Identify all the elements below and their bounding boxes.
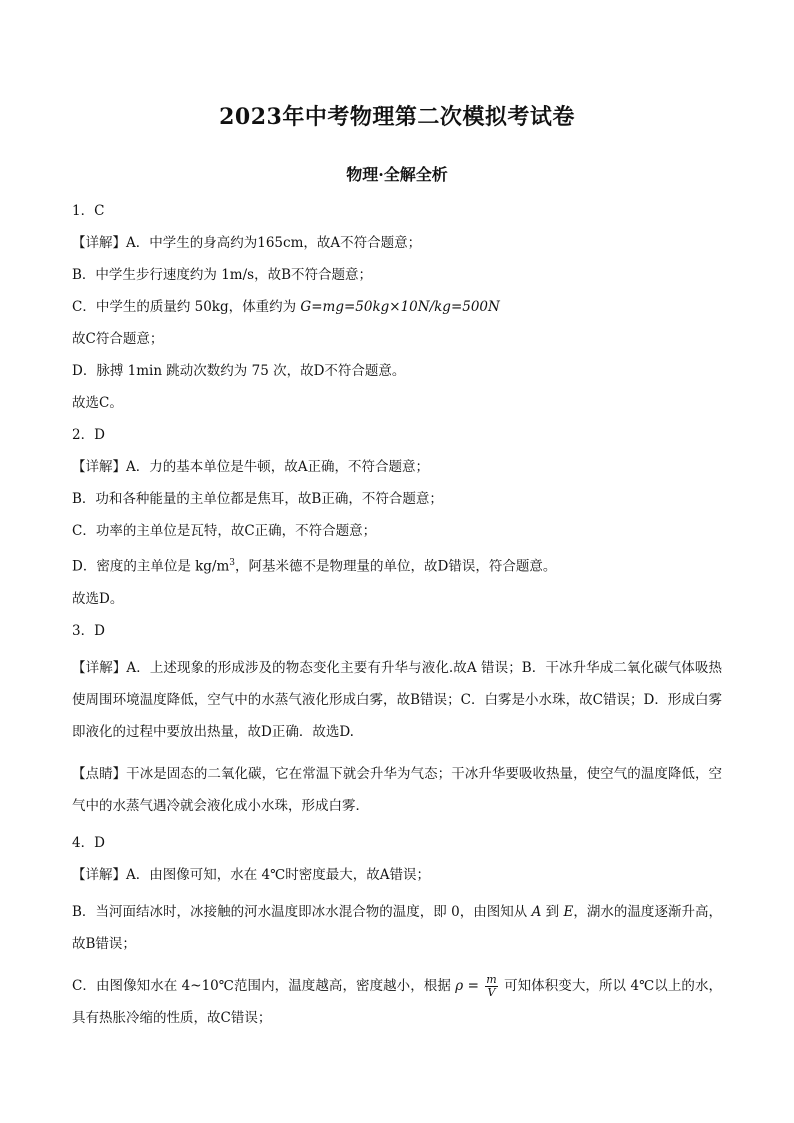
q4-number: 4．D (72, 834, 105, 851)
q4-detail-c-rest: 可知体积变大，所以 4℃以上的水，具有热胀冷缩的性质，故C错误； (72, 977, 723, 1026)
density-formula (455, 972, 504, 999)
density-fraction (485, 974, 497, 999)
q4-detail-a: 【详解】A．由图像可知，水在 4℃时密度最大，故A错误； (72, 866, 430, 883)
q1-weight-formula: G=mg=50kg×10N/kg=500N (300, 299, 500, 315)
q2-number: 2．D (72, 427, 105, 443)
q1-detail-a: 【详解】A．中学生的身高约为165cm，故A不符合题意； (72, 235, 422, 251)
q1-detail-d: D．脉搏 1min 跳动次数约为 75 次，故D不符合题意。 (72, 363, 406, 379)
q4-detail-c (72, 970, 722, 1034)
q2-detail-b: B．功和各种能量的主单位都是焦耳，故B正确，不符合题意； (72, 491, 443, 507)
q4-detail-b (72, 896, 722, 960)
q1-detail-c-text: C．中学生的质量约 50kg，体重约为 (72, 299, 297, 315)
q3-note: 【点睛】干冰是固态的二氧化碳，它在常温下就会升华为气态；干冰升华要吸收热量，使空气的温度降低，空气中的水蒸气遇冷就会液化成小水珠，形成白雾． (72, 765, 722, 814)
q4-point-e: E (563, 903, 574, 920)
q3-detail: 【详解】A．上述现象的形成涉及的物态变化主要有升华与液化.故A 错误；B．干冰升华成二氧化碳气体吸热使周围环境温度降低，空气中的水蒸气液化形成白雾，故B错误；C．白雾是小水珠，故C错误；D．形成白雾即液化的过程中要放出热量，故D正确．故选D. (72, 659, 722, 740)
q4-detail-b-rest: ，湖水的温度逐渐升高，故B错误； (72, 903, 722, 952)
q4-detail-b-to: 到 (545, 903, 560, 920)
q1-number: 1．C (72, 203, 105, 219)
q2-unit-exponent: 3 (229, 558, 236, 568)
page-title: 2023年中考物理第二次模拟考试卷 (219, 104, 575, 130)
q4-point-a: A (531, 903, 542, 920)
q1-detail-c2: 故C符合题意； (72, 331, 164, 347)
q1-detail-c (72, 296, 722, 318)
fraction-denominator: V (487, 985, 496, 999)
q2-detail-a: 【详解】A．力的基本单位是牛顿，故A正确，不符合题意； (72, 459, 429, 475)
q4-detail-c-text: C．由图像知水在 4~10℃范围内，温度越高，密度越小，根据 (72, 977, 451, 994)
q2-detail-c: C．功率的主单位是瓦特，故C正确，不符合题意； (72, 523, 377, 539)
q1-conclusion: 故选C。 (72, 395, 123, 411)
fraction-numerator: m (486, 972, 497, 986)
q2-detail-d-rest: ，阿基米德不是物理量的单位，故D错误，符合题意。 (235, 558, 557, 575)
q2-conclusion: 故选D。 (72, 590, 124, 607)
q2-detail-d (72, 552, 722, 578)
density-symbol: ρ = (455, 977, 479, 994)
q2-detail-d-text: D．密度的主单位是 kg/m (72, 558, 230, 575)
q4-detail-b-text: B．当河面结冰时，冰接触的河水温度即冰水混合物的温度，即 0，由图知从 (72, 903, 528, 920)
answer-content (72, 200, 722, 1044)
q1-detail-b: B．中学生步行速度约为 1m/s，故B不符合题意； (72, 267, 372, 283)
page-subtitle: 物理·全解全析 (346, 165, 448, 184)
q3-number: 3．D (72, 622, 105, 639)
